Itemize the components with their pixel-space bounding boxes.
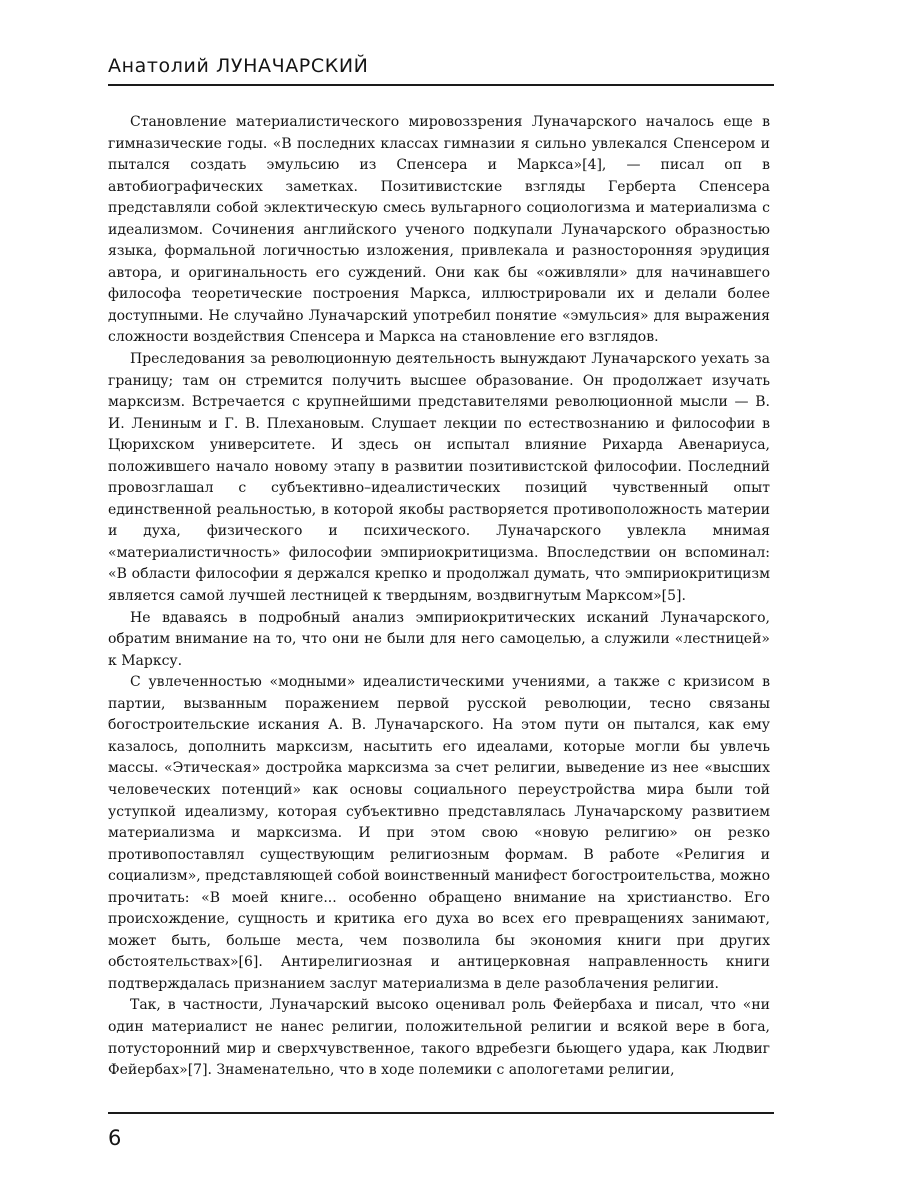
header-divider: [108, 84, 774, 86]
body-text: [108, 112, 770, 1082]
paragraph: Становление материалистического мировоззрения Луначарского началось еще в гимназические годы. «В последних классах гимназии я сильно увлекался Спенсером и пытался создать эмульсию из Спенсера и Маркса»[4], — писал оп в автобиографических заметках. Позитивистские взгляды Герберта Спенсера представляли собой эклектическую смесь вульгарного социологизма и материализма с идеализмом. Сочинения английского ученого подкупали Луначарского образностью языка, формальной логичностью изложения, привлекала и разносторонняя эрудиция автора, и оригинальность его суждений. Они как бы «оживляли» для начинавшего философа теоретические построения Маркса, иллюстрировали их и делали более доступными. Не случайно Луначарский употребил понятие «эмульсия» для выражения сложности воздействия Спенсера и Маркса на становление его взглядов.: [108, 114, 770, 346]
page-number: 6: [108, 1126, 122, 1150]
running-header: Анатолий ЛУНАЧАРСКИЙ: [108, 55, 369, 77]
paragraph: Так, в частности, Луначарский высоко оценивал роль Фейербаха и писал, что «ни один материалист не нанес религии, положительной религии и всякой вере в бога, потусторонний мир и сверхчувственное, такого вдребезги бьющего удара, как Людвиг Фейербах»[7]. Знаменательно, что в ходе полемики с апологетами религии,: [108, 997, 770, 1079]
paragraph: Не вдаваясь в подробный анализ эмпириокритических исканий Луначарского, обратим внимание на то, что они не были для него самоцелью, а служили «лестницей» к Марксу.: [108, 609, 770, 669]
footer-divider: [108, 1112, 774, 1114]
paragraph: С увлеченностью «модными» идеалистическими учениями, а также с кризисом в партии, вызванным поражением первой русской революции, тесно связаны богостроительские искания А. В. Луначарского. На этом пути он пытался, как ему казалось, дополнить марксизм, насытить его идеалами, которые могли бы увлечь массы. «Этическая» достройка марксизма за счет религии, выведение из нее «высших человеческих потенций» как основы социального переустройства мира были той уступкой идеализму, которая субъективно представлялась Луначарскому развитием материализма и марксизма. И при этом свою «новую религию» он резко противопоставлял существующим религиозным формам. В работе «Религия и социализм», представляющей собой воинственный манифест богостроительства, можно прочитать: «В моей книге... особенно обращено внимание на христианство. Его происхождение, сущность и критика его духа во всех его превращениях занимают, может быть, больше места, чем позволила бы экономия книги при других обстоятельствах»[6]. Антирелигиозная и антицерковная направленность книги подтверждалась признанием заслуг материализма в деле разоблачения религии.: [108, 674, 770, 992]
paragraph: Преследования за революционную деятельность вынуждают Луначарского уехать за границу; там он стремится получить высшее образование. Он продолжает изучать марксизм. Встречается с крупнейшими представителями революционной мысли — В. И. Лениным и Г. В. Плехановым. Слушает лекции по естествознанию и философии в Цюрихском университете. И здесь он испытал влияние Рихарда Авенариуса, положившего начало новому этапу в развитии позитивистской философии. Последний провозглашал с субъективно–идеалистических позиций чувственный опыт единственной реальностью, в которой якобы растворяется противоположность материи и духа, физического и психического. Луначарского увлекла мнимая «материалистичность» философии эмпириокритицизма. Впоследствии он вспоминал: «В области философии я держался крепко и продолжал думать, что эмпириокритицизм является самой лучшей лестницей к твердыням, воздвигнутым Марксом»[5].: [108, 351, 770, 605]
